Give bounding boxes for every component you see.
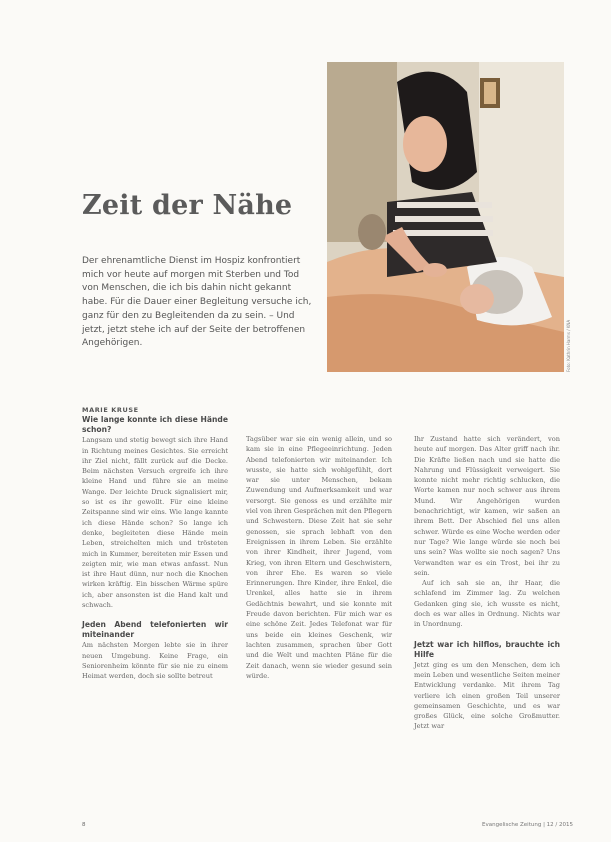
subhead-evening: Jeden Abend telefonierten wir miteinander	[82, 620, 228, 640]
photo-stuffed-toy	[358, 214, 386, 250]
photo-stripe	[397, 202, 492, 208]
body-paragraph: Tagsüber war sie ein wenig allein, und so kam sie in eine Pflegeeinrichtung. Jeden Abend telefonierten wir miteinander. Ich wusste, sie hatte sich wohlgefühlt, dort war sie unter Menschen, bekam Zuwendung und Aufmerksamkeit und war versorgt. Sie genoss es und erzählte mir viel von ihren Gesprächen mit den Pflegern und Schwestern. Diese Zeit hat sie sehr genossen, sie sprach lebhaft von den Ereignissen in ihrem Leben. Sie erzählte von ihrer Kindheit, ihrer Jugend, vom Krieg, von ihren Eltern und Geschwistern, von ihrer Ehe. Es waren so viele Erinnerungen. Ihre Kinder, ihre Enkel, die Urenkel, alles hatte sie in ihrem Gedächtnis bewahrt, und sie konnte mit Freude davon berichten. Für mich war es eine schöne Zeit. Jedes Telefonat war für uns beide ein kleines Geschenk, wir lachten zusammen, sprachen über Gott und die Welt und machten Pläne für die Zeit danach, wenn sie wieder gesund sein würde.	[246, 435, 392, 680]
photo-credit: Foto: Kathrin Harms / KNA	[566, 319, 571, 372]
photo-caregiver-face	[403, 116, 447, 172]
article-lead: Der ehrenamtliche Dienst im Hospiz konfrontiert mich vor heute auf morgen mit Sterben und Tod von Menschen, die ich bis dahin nicht gekannt habe. Für die Dauer einer Begleitung versuche ich, ganz für den zu Begleitenden da zu sein. – Und jetzt, jetzt stehe ich auf der Seite der betroffenen Angehörigen.	[82, 256, 312, 349]
photo-picture	[484, 82, 496, 104]
subhead-helpless: Jetzt war ich hilflos, brauchte ich Hilfe	[414, 639, 560, 659]
photo-patient-face	[460, 284, 494, 314]
photo-stripe	[395, 216, 493, 222]
body-paragraph: Jetzt ging es um den Menschen, dem ich mein Leben und wesentliche Seiten meiner Entwicklung verdanke. Mit ihrem Tag verliere ich einen großen Teil unserer gemeinsamen Geschichte, und es war großes Glück, eine solche Großmutter. Jetzt war	[414, 660, 560, 731]
photo-stripe	[393, 230, 493, 236]
page-number: 8	[82, 822, 86, 828]
author-name: MARIE KRUSE	[82, 406, 139, 414]
column-2	[246, 434, 392, 681]
photo-caregiver-hand	[423, 263, 447, 277]
column-1	[82, 405, 228, 682]
body-paragraph: Auf ich sah sie an, ihr Haar, die schlafend im Zimmer lag. Zu welchen Gedanken ging sie, ich wusste es nicht, doch es war alles in Ordnung. Nichts war in Unordnung.	[414, 579, 560, 629]
magazine-footer: Evangelische Zeitung | 12 / 2015	[482, 822, 574, 828]
body-paragraph: Langsam und stetig bewegt sich ihre Hand in Richtung meines Gesichtes. Sie erreicht ihr Ziel nicht, fällt zurück auf die Decke. Beim nächsten Versuch ergreife ich ihre kleine Hand und führe sie an meine Wange. Der leichte Druck signalisiert mir, so ist es ihr gewollt. Für eine kleine Zeitspanne sind wir eins. Wie lange kannte ich diese Hände schon? So lange ich denke, begleiteten diese Hände mein Leben, streichelten mich und trösteten mich in Kummer, bereiteten mir Essen und zeigten mir, wie man etwas anfasst. Nun ist ihre Haut dünn, nur noch die Knochen wirken kräftig. Ein bisschen Wärme spüre ich, aber ansonsten ist die Hand kalt und schwach.	[82, 436, 228, 610]
body-paragraph: Am nächsten Morgen lebte sie in ihrer neuen Umgebung. Keine Frage, ein Seniorenheim könnte für sie nie zu einem Heimat werden, doch sie sollte betreut	[82, 641, 228, 681]
subhead-hands: Wie lange konnte ich diese Hände schon?	[82, 415, 228, 435]
article-headline: Zeit der Nähe	[82, 190, 293, 221]
column-3	[414, 434, 560, 732]
photo-illustration	[327, 62, 564, 372]
body-paragraph: Ihr Zustand hatte sich verändert, von heute auf morgen. Das Alter griff nach ihr. Die Kräfte ließen nach und sie hatte die Nahrung und Flüssigkeit verweigert. Sie konnte nicht mehr richtig schlucken, die Worte kamen nur noch schwer aus ihrem Mund. Wir Angehörigen wurden benachrichtigt, wir kamen, wir saßen an ihrem Bett. Der Abschied fiel uns allen schwer. Würde es eine Woche werden oder nur Tage? Wie lange würde sie noch bei uns sein? Was wollte sie noch sagen? Uns Verwandten war es ein Trost, bei ihr zu sein.	[414, 435, 560, 577]
hospice-photo	[327, 62, 564, 372]
photo-shadow-wall	[327, 62, 397, 242]
